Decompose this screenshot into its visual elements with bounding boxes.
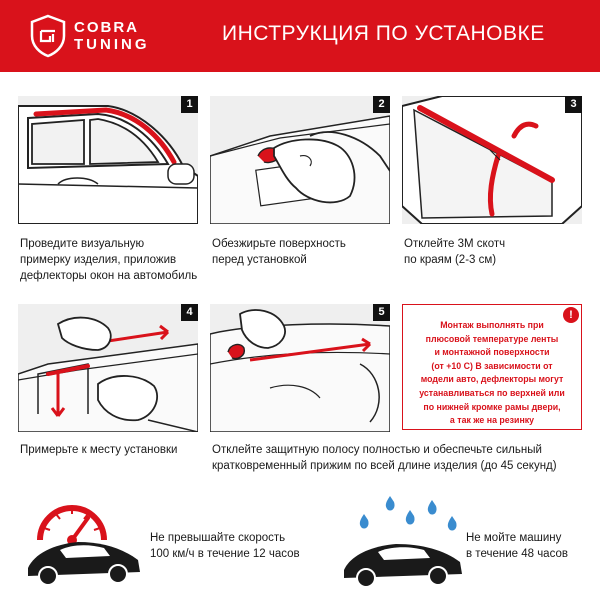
step-1-illustration: [18, 96, 198, 224]
step-2-illustration: [210, 96, 390, 224]
warning-line: плюсовой температуре ленты: [425, 333, 559, 344]
warning-line: а так же на резинку: [449, 415, 535, 426]
step-3-caption-line: по краям (2-3 см): [404, 254, 497, 266]
brand-name-top: COBRA: [74, 19, 139, 36]
step-2-number: 2: [373, 96, 390, 113]
car-side-window-icon: [18, 96, 198, 224]
speed-tip: [150, 530, 320, 562]
step-4-number: 4: [181, 304, 198, 321]
warning-text: [409, 319, 575, 428]
hand-pressing-deflector-icon: [210, 304, 390, 432]
step-5-number: 5: [373, 304, 390, 321]
speed-tip-line: 100 км/ч в течение 12 часов: [150, 548, 300, 560]
header-bar: [0, 0, 600, 72]
water-drops-car-icon: [340, 490, 470, 588]
tape-peel-icon: [402, 96, 582, 224]
step-2-caption: [212, 236, 392, 268]
warning-box: [402, 304, 582, 430]
warning-line: и монтажной поверхности: [434, 347, 550, 358]
step-5-caption-line: Отклейте защитную полосу полностью и обеспечьте сильный: [212, 444, 542, 456]
step-1-caption-line: дефлекторы окон на автомобиль: [20, 270, 198, 282]
step-1-caption-line: Проведите визуальную: [20, 238, 145, 250]
exclamation-icon: !: [563, 307, 579, 323]
warning-line: устанавливаться по верхней или: [419, 387, 565, 398]
step-3-illustration: [402, 96, 582, 224]
warning-line: по нижней кромке рамы двери,: [423, 401, 561, 412]
speed-tip-line: Не превышайте скорость: [150, 532, 286, 544]
step-2-caption-line: Обезжирьте поверхность: [212, 238, 346, 250]
step-5-caption: [212, 442, 592, 474]
step-5-illustration: [210, 304, 390, 432]
step-3-caption: [404, 236, 584, 268]
cobra-shield-logo-icon: [28, 14, 68, 58]
hand-wiping-icon: [210, 96, 390, 224]
wash-tip: [466, 530, 596, 562]
step-3-number: 3: [565, 96, 582, 113]
warning-line: модели авто, дефлекторы могут: [420, 374, 564, 385]
step-4-caption-line: Примерьте к месту установки: [20, 444, 178, 456]
step-3-caption-line: Отклейте 3М скотч: [404, 238, 506, 250]
brand-logo: [28, 14, 178, 58]
speedometer-car-icon: [20, 488, 148, 588]
step-1-caption-line: примерку изделия, приложив: [20, 254, 177, 266]
page-title: ИНСТРУКЦИЯ ПО УСТАНОВКЕ: [222, 22, 545, 45]
step-4-caption: [20, 442, 210, 458]
wash-tip-line: в течение 48 часов: [466, 548, 568, 560]
warning-line: Монтаж выполнять при: [440, 320, 544, 330]
step-4-illustration: [18, 304, 198, 432]
wash-tip-line: Не мойте машину: [466, 532, 562, 544]
step-5-caption-line: кратковременный прижим по всей длине изделия (до 45 секунд): [212, 460, 557, 472]
step-1-number: 1: [181, 96, 198, 113]
hands-fitting-deflector-icon: [18, 304, 198, 432]
brand-name-bottom: TUNING: [74, 36, 150, 53]
step-1-caption: [20, 236, 210, 284]
warning-line: (от +10 С) В зависимости от: [431, 360, 553, 371]
step-2-caption-line: перед установкой: [212, 254, 307, 266]
